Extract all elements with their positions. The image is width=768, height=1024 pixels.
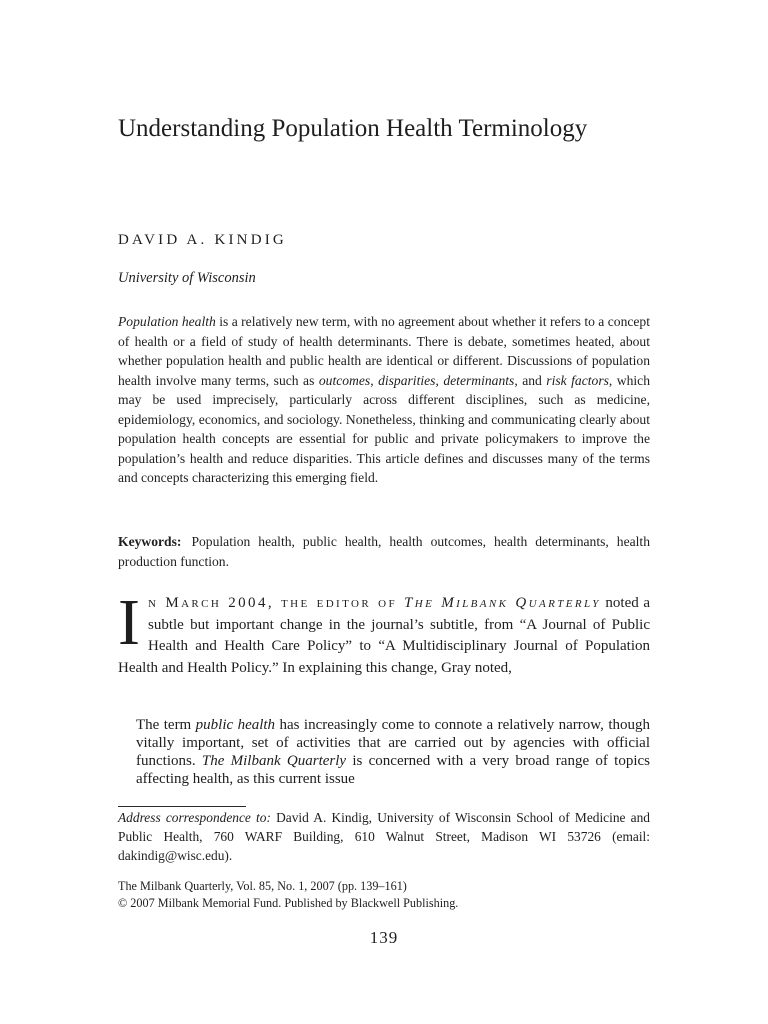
abstract-separator: , xyxy=(435,372,444,388)
quote-journal-name: The Milbank Quarterly xyxy=(201,753,347,769)
correspondence-footnote xyxy=(118,808,650,865)
correspondence-label: Address correspondence to: xyxy=(118,810,271,825)
keywords xyxy=(118,532,650,571)
quote-term-public-health: public health xyxy=(195,717,276,733)
quote-text-part3: is concerned with a very broad range of topics affecting health, as this current issue xyxy=(136,753,650,787)
abstract-separator: , and xyxy=(514,372,547,388)
copyright-notice: © 2007 Milbank Memorial Fund. Published by Blackwell Publishing. xyxy=(118,896,459,910)
correspondence-text: David A. Kindig, University of Wisconsin School of Medicine and Public Health, 760 WARF Building, 610 Walnut Street, Madison WI 53726 (email: dakindig@wisc.edu). xyxy=(118,810,650,863)
opening-smallcaps-text: n March 2004, the editor of xyxy=(147,595,404,611)
author-name: DAVID A. KINDIG xyxy=(118,232,287,248)
abstract-text-part1: is a relatively new term, with no agreement about whether it refers to a concept of health or a field of study of health determinants. There is debate, sometimes heated, about whether population health and public health are identical or different. Discussions of population health involve many terms, such as xyxy=(118,314,651,388)
page-number: 139 xyxy=(369,928,399,947)
block-quote xyxy=(136,716,650,788)
article-title: Understanding Population Health Terminology xyxy=(118,115,588,142)
abstract xyxy=(118,312,650,488)
drop-cap: I xyxy=(118,586,140,659)
footnote-divider xyxy=(118,806,246,807)
opening-paragraph xyxy=(118,586,650,679)
author-affiliation: University of Wisconsin xyxy=(118,270,256,286)
quote-text-part1: The term xyxy=(136,717,196,733)
term-risk-factors: risk factors xyxy=(546,372,609,388)
term-disparities: disparities xyxy=(378,372,436,388)
journal-name: The Milbank Quarterly xyxy=(404,595,601,611)
term-outcomes: outcomes xyxy=(318,372,371,388)
keywords-text: Population health, public health, health outcomes, health determinants, health production function. xyxy=(118,534,650,569)
abstract-separator: , xyxy=(370,372,379,388)
opening-smallcaps xyxy=(148,595,601,611)
keywords-label: Keywords: xyxy=(118,534,182,549)
journal-info xyxy=(118,878,650,912)
abstract-lead-term: Population health xyxy=(118,314,216,329)
quote-text-part2: has increasingly come to connote a relatively narrow, though vitally important, set of activities that are carried out by agencies with official functions. xyxy=(136,717,650,769)
term-determinants: determinants xyxy=(443,372,515,388)
paragraph-text: noted a subtle but important change in the journal’s subtitle, from “A Journal of Public Health and Health Care Policy” to “A Multidisciplinary Journal of Population Health and Health Policy.” In explaining this change, Gray noted, xyxy=(118,595,650,676)
abstract-text-part2: , which may be used imprecisely, particularly across different disciplines, such as medicine, epidemiology, economics, and sociology. Nonetheless, thinking and communicating clearly about population health concepts are essential for public and private policymakers to improve the population’s health and reduce disparities. This article defines and discusses many of the terms and concepts characterizing this emerging field. xyxy=(118,372,651,485)
journal-citation: The Milbank Quarterly, Vol. 85, No. 1, 2007 (pp. 139–161) xyxy=(118,879,407,893)
